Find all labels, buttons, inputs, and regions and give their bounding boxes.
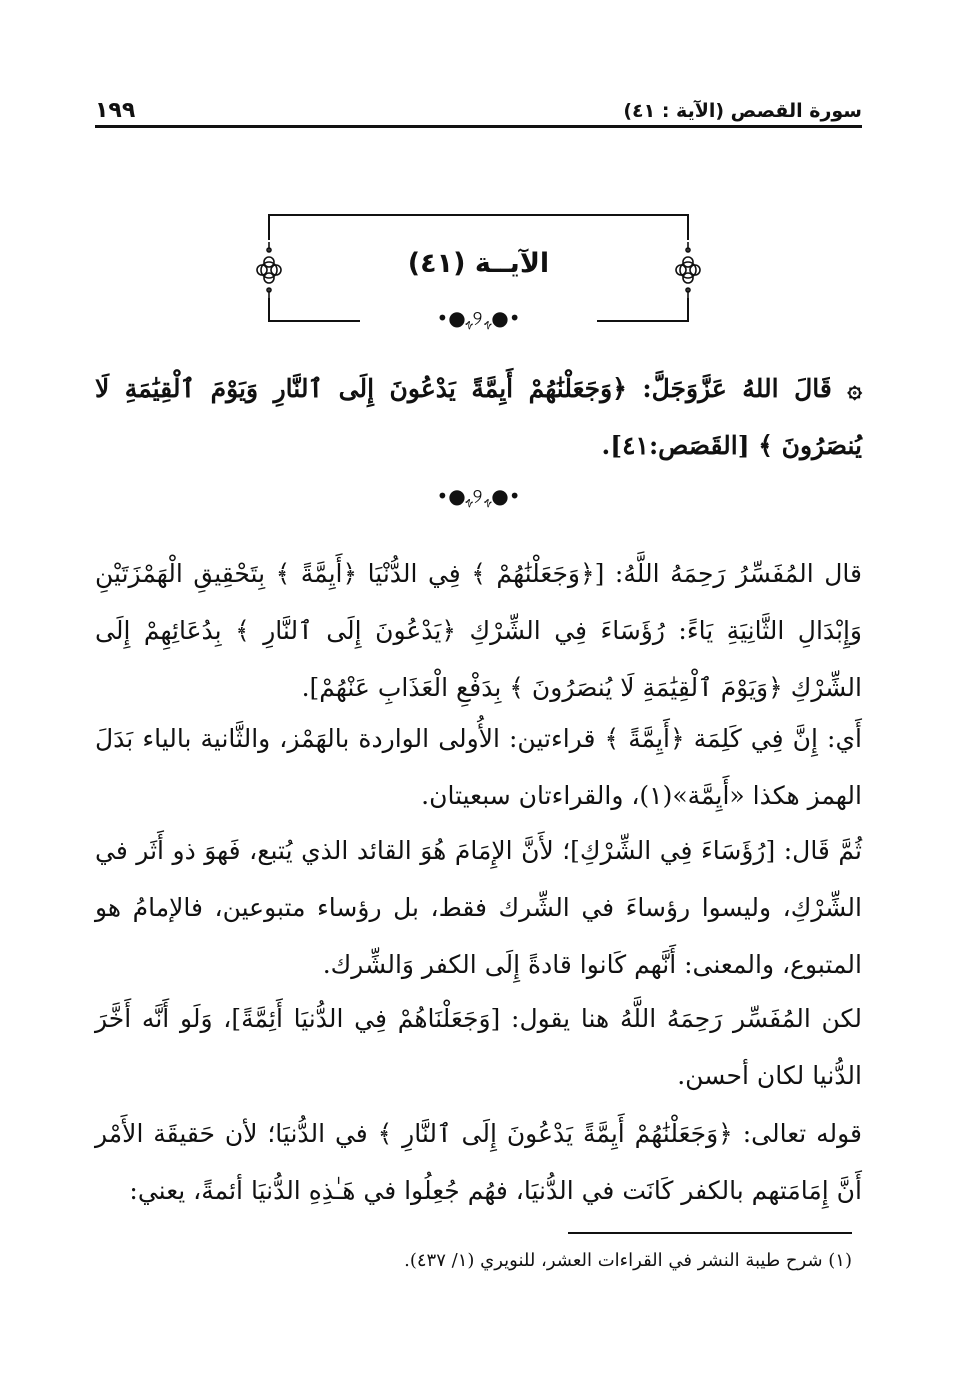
running-header: [95, 98, 862, 126]
paragraph: ثُمَّ قَال: [رُؤَسَاءَ فِي الشِّرْكِ]؛ لأَنَّ الإِمَامَ هُوَ القائد الذي يُتبع، فَهوَ ذو أَثَر في الشِّرْكِ، وليسوا رؤساءَ في الشِّرك فقط، بل رؤساء متبوعين، فالإمامُ هو المتبوع، والمعنى: أَنَّهم كَانوا قادةً إِلَى الكفر وَالشِّرك.: [95, 836, 862, 979]
header-rule: [95, 125, 862, 128]
page-number: ١٩٩: [95, 98, 136, 123]
paragraph: قوله تعالى: ﴿وَجَعَلْنَٰهُمْ أَيِمَّةً يَدْعُونَ إِلَى ٱلنَّارِ ﴾ في الدُّنيَا؛ لأن حَقيقَة الأَمْر أَنَّ إِمَامَتهم بالكفر كَانَت في الدُّنيَا، فهُم جُعِلُوا في هَـٰذِهِ الدُّنيَا أئمةً، يعني:: [95, 1119, 862, 1205]
footnote: (١) شرح طيبة النشر في القراءات العشر، للنويري (١/ ٤٣٧).: [404, 1250, 852, 1271]
frame-top-line: [268, 214, 689, 216]
frame-right-line: [687, 214, 689, 240]
frame-left-line: [268, 214, 270, 240]
footnote-rule: [568, 1232, 852, 1234]
ornament-divider: •●ﮩ୨ﮩ●•: [436, 306, 521, 330]
paragraph: أَي: إِنَّ فِي كَلِمَة ﴿أَيِمَّةً ﴾ قراءتين: الأُولى الواردة بالهَمْز، والثَّانية بالياء بَدَلَ الهمز هكذا «أَيِمَّة»(١)، والقراءتان سبعيتان.: [95, 724, 862, 810]
quran-verse: ۞ قَالَ اللهُ عَزَّوَجَلَّ: ﴿وَجَعَلْنَٰهُمْ أَيِمَّةً يَدْعُونَ إِلَى ٱلنَّارِ وَيَوْمَ ٱلْقِيَٰمَةِ لَا يُنصَرُونَ ﴾ [القَصَص:٤١].: [95, 374, 862, 460]
paragraph: لكن المُفَسِّر رَحِمَهُ اللَّهُ هنا يقول: [وَجَعَلْنَاهُمْ فِي الدُّنيَا أَئِمَّةً]، وَلَو أَنَّه أَخَّرَ الدُّنيا لكان أحسن.: [95, 1004, 862, 1090]
section-title: الآيــة (٤١): [407, 248, 550, 279]
ornament-divider: •●ﮩ୨ﮩ●•: [436, 484, 521, 508]
running-title: سورة القصص (الآية : ٤١): [623, 100, 862, 122]
paragraph: قال المُفَسِّرُ رَحِمَهُ اللَّهُ: [﴿وَجَعَلْنَٰهُمْ ﴾ فِي الدُّنْيَا ﴿أَيِمَّةً ﴾ بِتَحْقِيقِ الْهَمْزَتَيْنِ وَإِبْدَالِ الثَّانِيَةِ يَاءً: رُؤَسَاءَ فِي الشِّرْكِ ﴿يَدْعُونَ إِلَى ٱلنَّارِ ﴾ بِدُعَائِهِمْ إِلَى الشِّرْكِ ﴿وَيَوْمَ ٱلْقِيَٰمَةِ لَا يُنصَرُونَ ﴾ بِدَفْعِ الْعَذَابِ عَنْهُمْ].: [95, 559, 862, 702]
